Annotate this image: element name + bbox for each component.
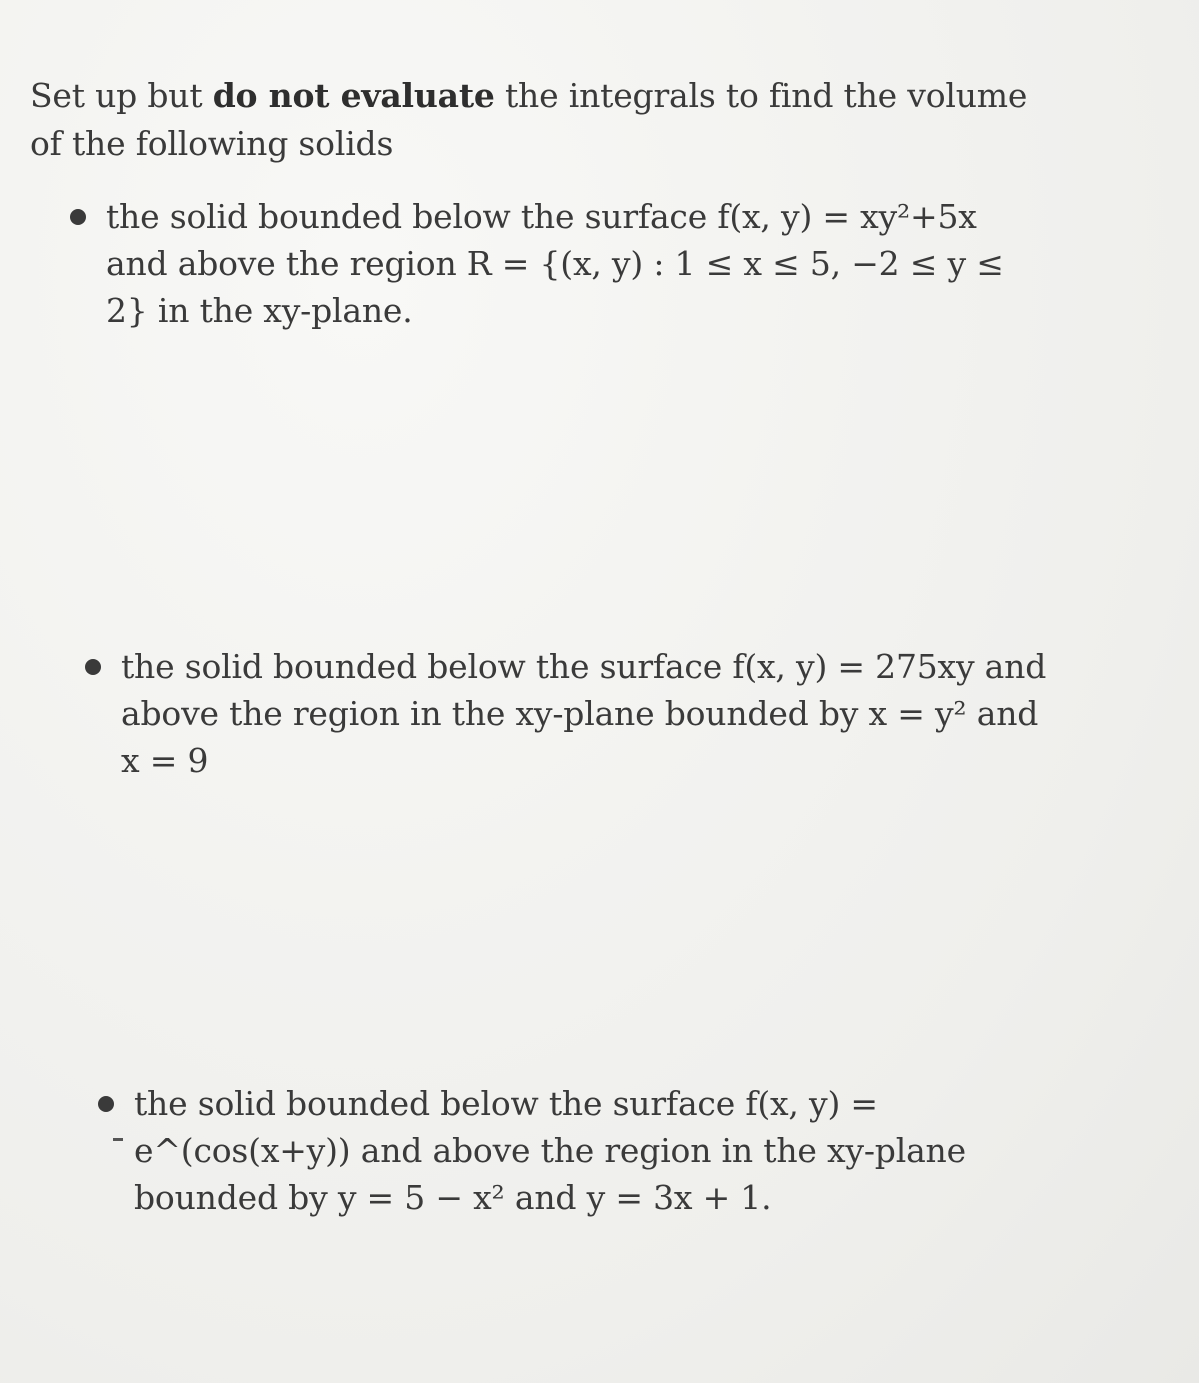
bullet-icon: [70, 209, 86, 225]
problem-3: [134, 1080, 1074, 1221]
problem-1-text: the solid bounded below the surface f(x, y) = xy²+5x and above the region R = {(x, y) : 1 ≤ x ≤ 5, −2 ≤ y ≤ 2} in the xy-plane.: [106, 197, 1004, 330]
bullet-icon: [85, 659, 101, 675]
problem-2-text: the solid bounded below the surface f(x, y) = 275xy and above the region in the xy-plane bounded by x = y² and x = 9: [121, 647, 1047, 780]
stray-pen-mark: [113, 1138, 123, 1141]
instructions: [30, 72, 1050, 168]
problem-3-text: the solid bounded below the surface f(x, y) = e^(cos(x+y)) and above the region in the xy-plane bounded by y = 5 − x² and y = 3x + 1.: [134, 1084, 966, 1217]
instructions-start: Set up but: [30, 76, 213, 115]
instructions-end: the integrals to find the volume of the following solids: [30, 76, 1028, 163]
problem-1: [106, 193, 1046, 334]
bullet-icon: [98, 1096, 114, 1112]
problem-2: [121, 643, 1061, 784]
instructions-emphasis: do not evaluate: [212, 76, 495, 115]
